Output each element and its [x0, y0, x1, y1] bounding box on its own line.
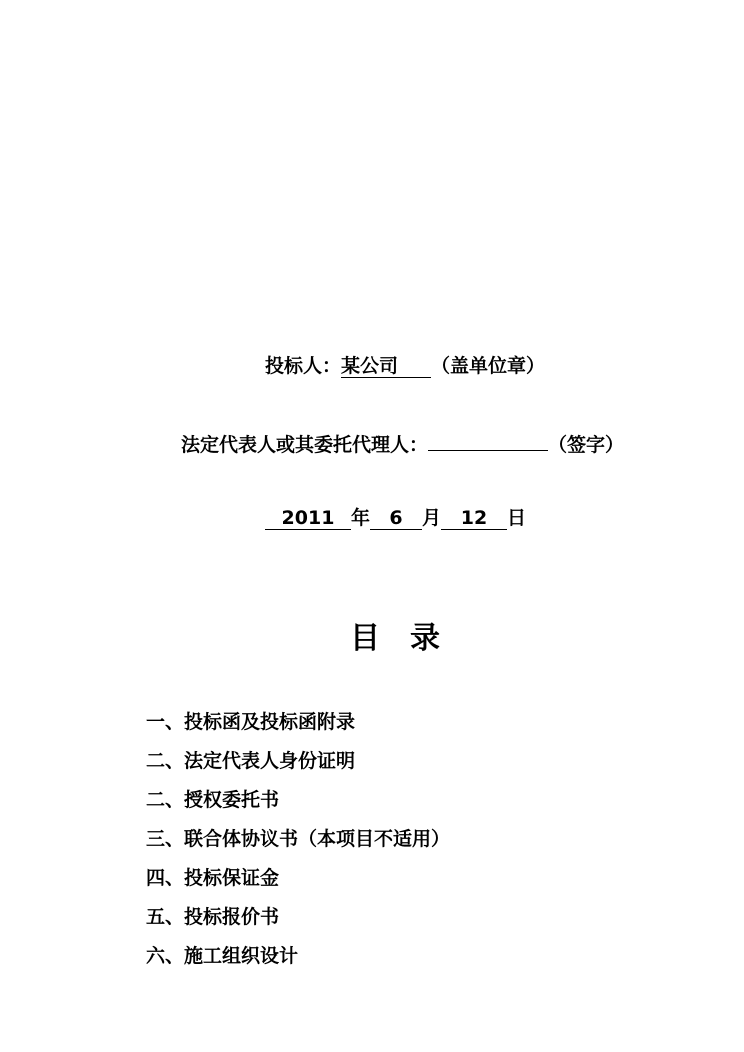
toc-item: 三、联合体协议书（本项目不适用）: [146, 828, 451, 850]
date-month-unit: 月: [422, 507, 442, 529]
toc-item: 六、施工组织设计: [146, 945, 299, 967]
signature-note: （签字）: [548, 434, 625, 456]
bidder-label: 投标人：: [265, 355, 342, 377]
toc-item: 四、投标保证金: [146, 867, 280, 889]
toc-item: 五、投标报价书: [146, 906, 280, 928]
date-day-unit: 日: [507, 507, 527, 529]
date-year: 2011: [265, 507, 351, 530]
toc-list: [146, 710, 450, 983]
date-line: [265, 506, 526, 530]
legal-representative-line: [181, 430, 624, 457]
bidder-value: 某公司: [341, 355, 431, 378]
date-month: 6: [370, 507, 422, 530]
toc-item: 二、法定代表人身份证明: [146, 750, 356, 772]
bidder-line: [265, 354, 545, 378]
bidder-seal-note: （盖单位章）: [431, 355, 546, 377]
toc-item: 二、授权委托书: [146, 789, 280, 811]
signature-blank: [428, 430, 548, 451]
date-year-unit: 年: [351, 507, 371, 529]
toc-title: 目录: [350, 621, 470, 656]
legal-representative-label: 法定代表人或其委托代理人：: [181, 434, 429, 456]
date-day: 12: [441, 507, 507, 530]
toc-item: 一、投标函及投标函附录: [146, 711, 356, 733]
